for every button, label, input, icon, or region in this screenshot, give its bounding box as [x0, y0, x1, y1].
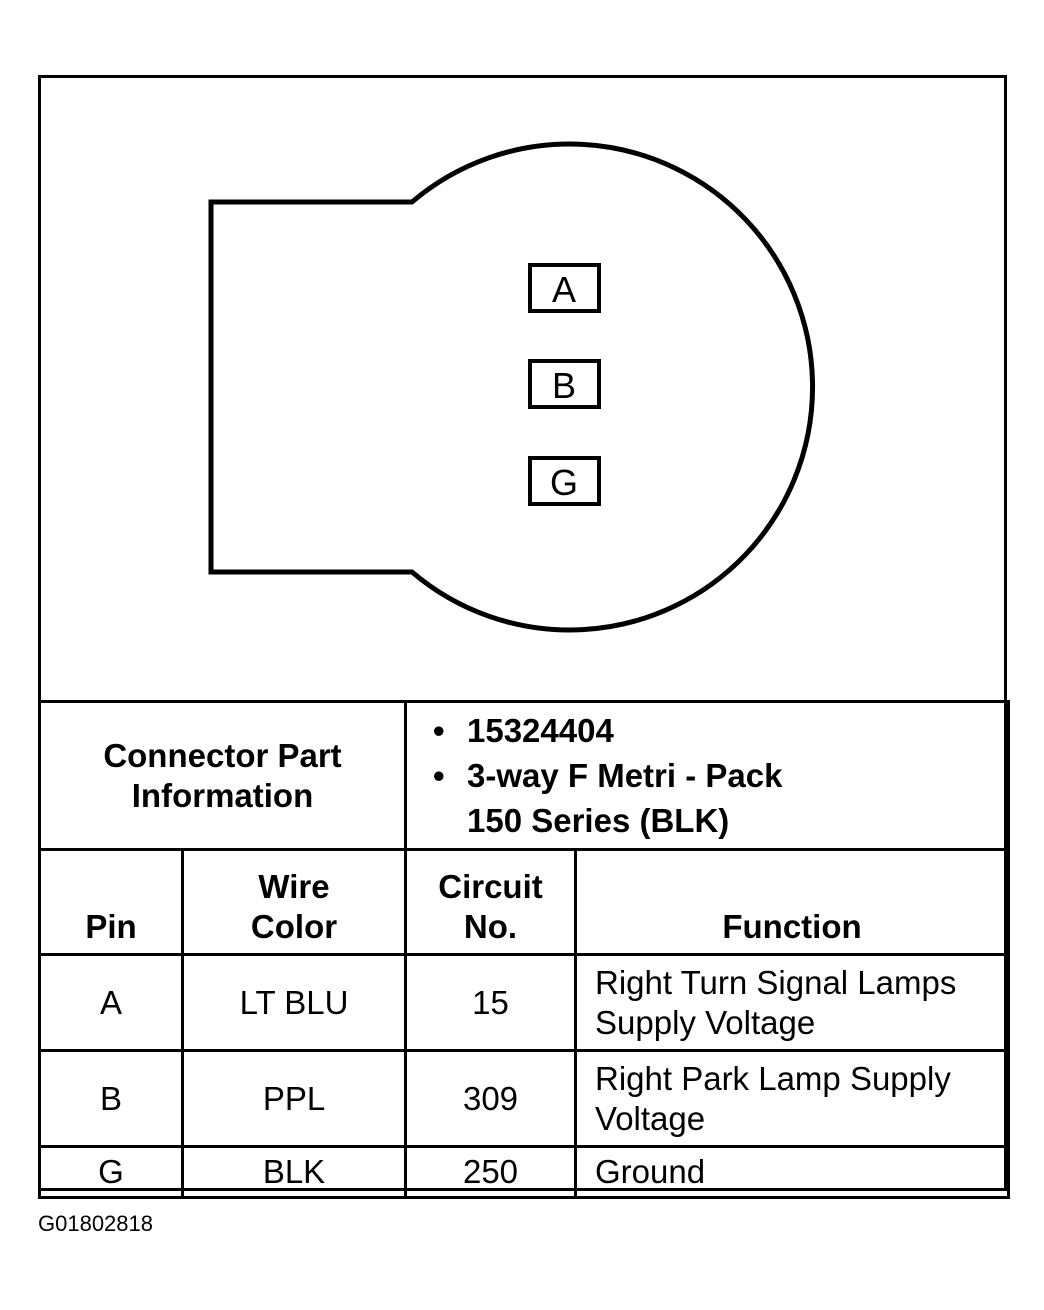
circuit-cell: 250 — [406, 1147, 576, 1198]
connector-type — [467, 753, 1007, 843]
connector-type-line2: 150 Series (BLK) — [467, 802, 730, 839]
header-pin: Pin — [40, 850, 183, 955]
part-info-label — [40, 702, 406, 850]
header-row — [40, 850, 1009, 955]
function-line1: Right Park Lamp Supply — [595, 1059, 951, 1097]
wire-color-cell: PPL — [183, 1051, 406, 1147]
header-wire-line2: Color — [250, 908, 338, 945]
header-wire-line1: Wire — [258, 868, 330, 905]
pin-cell: B — [40, 1051, 183, 1147]
pin-cell: A — [40, 955, 183, 1051]
pin-g-label: G — [549, 462, 579, 503]
wire-color-cell: BLK — [183, 1147, 406, 1198]
function-line2: Supply Voltage — [595, 1003, 816, 1041]
connector-outline — [211, 144, 813, 630]
pin-cell: G — [40, 1147, 183, 1198]
figure-id: G01802818 — [38, 1211, 153, 1236]
table-row — [40, 1147, 1009, 1198]
part-number: • 15324404 — [467, 708, 1007, 753]
header-circuit-line1: Circuit — [438, 868, 543, 905]
pin-b-label: B — [551, 365, 577, 406]
part-info-list — [406, 702, 1009, 850]
function-cell: Ground — [576, 1147, 1009, 1198]
wire-color-cell: LT BLU — [183, 955, 406, 1051]
header-wire-color — [183, 850, 406, 955]
function-line2: Voltage — [595, 1099, 706, 1137]
circuit-cell: 309 — [406, 1051, 576, 1147]
pin-a-cavity — [530, 265, 599, 311]
pin-g-cavity — [530, 458, 599, 504]
function-cell — [576, 955, 1009, 1051]
pinout-table — [38, 700, 1010, 1199]
header-circuit-line2: No. — [463, 908, 518, 945]
pin-b-cavity — [530, 361, 599, 407]
circuit-cell: 15 — [406, 955, 576, 1051]
header-function: Function — [576, 850, 1009, 955]
header-circuit — [406, 850, 576, 955]
pin-a-label: A — [551, 269, 577, 310]
table-row — [40, 1051, 1009, 1147]
table-row — [40, 955, 1009, 1051]
function-cell — [576, 1051, 1009, 1147]
function-line1: Right Turn Signal Lamps — [595, 963, 957, 1001]
connector-type-line1: 3-way F Metri - Pack — [467, 757, 783, 794]
part-info-label-line1: Connector Part — [103, 736, 342, 774]
part-info-row — [40, 702, 1009, 850]
part-info-label-line2: Information — [131, 776, 314, 814]
